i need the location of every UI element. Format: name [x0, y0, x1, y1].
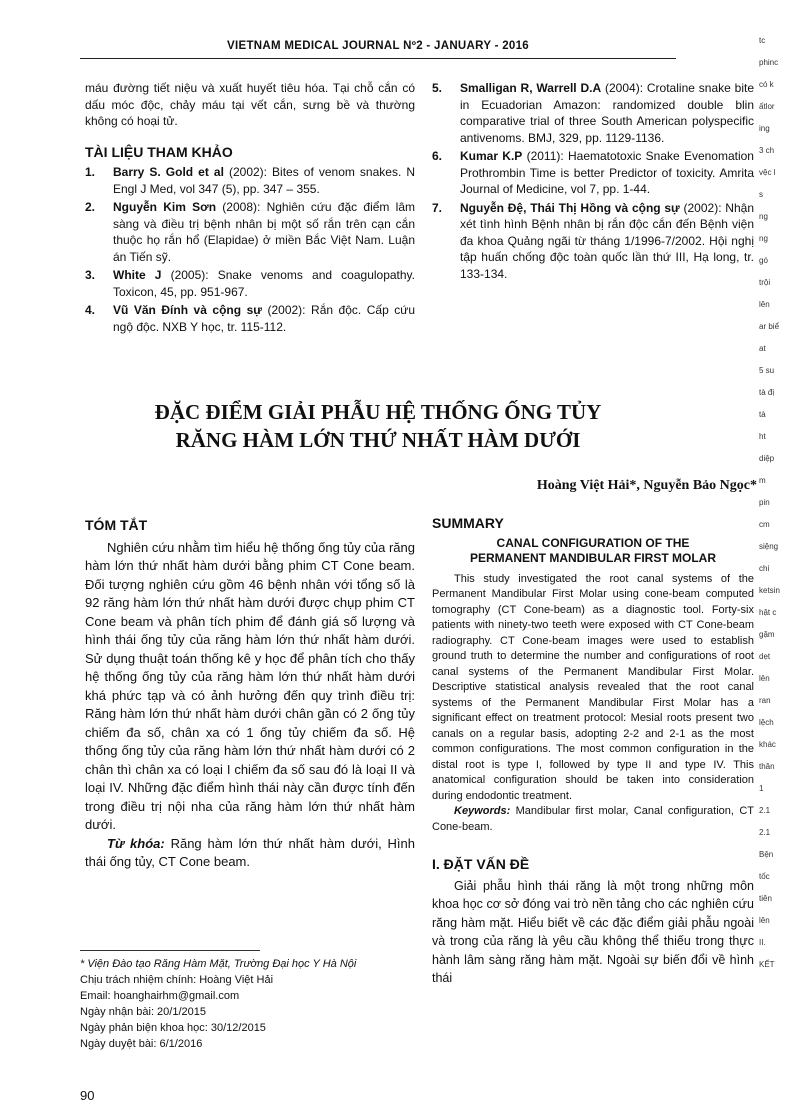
- reference-item: [85, 302, 415, 335]
- edge-fragment: hật c: [759, 608, 777, 617]
- edge-fragment: lên: [759, 916, 770, 925]
- footnote: [80, 956, 390, 1052]
- edge-fragment: m: [759, 476, 766, 485]
- edge-fragment: chi: [759, 564, 770, 573]
- edge-fragment: tc: [759, 36, 766, 45]
- reference-authors: Nguyễn Đệ, Thái Thị Hồng và cộng sự: [460, 200, 680, 215]
- edge-fragment: 2.1: [759, 806, 771, 815]
- summary-title: [432, 536, 754, 566]
- summary-body: This study investigated the root canal systems of the Permanent Mandibular First Molar using cone-beam computed tomography (CT Cone-beam) as a diagnostic tool. Forty-six patients with ninety-two teeth were exposed with CT Cone-beam radiography. CT Cone-beam images were used to establish ground truth to determine the number and configurations of root canal systems of the Permanent Mandibular First Molar. Descriptive statistical analysis revealed that the root canal systems of the Permanent Mandibular First Molar has a significant effect on treatment protocol: Mesial roots present two canals on a regular basis, adopting 2-2 and 2-1 as the most common configurations. The most common configuration in the distal root is type I, followed by type II and type IV. This anatomical configuration should be taken into consideration during endodontic treatment.: [432, 572, 754, 802]
- reference-text: (2008): Nghiên cứu đặc điểm lâm sàng và điều trị bệnh nhân bị một số rắn trên cạn cắn thuộc họ rắn hổ (Elapidae) ở miền Bắc Việt Nam. Luận án Tiến sỹ.: [113, 200, 415, 264]
- edge-fragment: dẹt: [759, 652, 771, 661]
- article-authors: Hoàng Việt Hải*, Nguyễn Bảo Ngọc*: [536, 478, 757, 493]
- intro-continuation: máu đường tiết niệu và xuất huyết tiêu hóa. Tại chỗ cắn có dấu móc độc, chảy máu tại vết cắn, sưng bề và thường không có hoại tử.: [85, 81, 415, 128]
- abstract-keywords: [85, 835, 415, 872]
- reference-item: [432, 200, 754, 283]
- reference-number: 3.: [85, 268, 96, 282]
- summary-title-line1: CANAL CONFIGURATION OF THE: [496, 535, 690, 550]
- reference-list-left: [85, 164, 415, 335]
- summary-keywords: [432, 804, 754, 835]
- keywords-label: Keywords:: [454, 805, 511, 817]
- reference-authors: Smalligan R, Warrell D.A: [460, 81, 602, 95]
- edge-fragment: siệng: [759, 542, 779, 551]
- intro-body: Giải phẫu hình thái răng là một trong những môn khoa học cơ sở đóng vai trò nền tảng cho các nghiên cứu răng hàm mặt. Hiểu biết về các đặc điểm giải phẫu ngoài và trong của răng là yêu cầu không thể thiếu trong thực hành lâm sàng răng hàm mặt. Ngoài sự biến đổi về hình thái: [432, 878, 754, 985]
- edge-fragment: ing: [759, 124, 770, 133]
- page-number: 90: [80, 1088, 95, 1103]
- edge-fragment: ng: [759, 212, 768, 221]
- edge-fragment: 1: [759, 784, 764, 793]
- keywords-text: Mandibular first molar, Canal configuration, CT Cone-beam.: [432, 805, 754, 833]
- edge-fragment: ar biể: [759, 322, 780, 331]
- reference-text: (2002): Rắn độc. Cấp cứu ngộ độc. NXB Y học, tr. 115-112.: [113, 303, 415, 334]
- edge-fragment: gặm: [759, 630, 775, 639]
- edge-fragment: 5 su: [759, 366, 775, 375]
- abstract-heading: TÓM TẮT: [85, 517, 148, 533]
- keywords-label: Từ khóa:: [107, 835, 165, 851]
- edge-fragment: 2.1: [759, 828, 771, 837]
- footnote-line: Email: hoanghairhm@gmail.com: [80, 990, 240, 1002]
- edge-fragment: cm: [759, 520, 770, 529]
- reference-item: [432, 80, 754, 146]
- reference-item: [432, 148, 754, 198]
- edge-fragment: Bện: [759, 850, 774, 859]
- reference-item: [85, 267, 415, 300]
- edge-fragment: gó: [759, 256, 768, 265]
- edge-fragment: phinc: [759, 58, 779, 67]
- edge-fragment: at: [759, 344, 766, 353]
- reference-number: 7.: [432, 200, 443, 215]
- edge-fragment: diệp: [759, 454, 775, 463]
- reference-number: 6.: [432, 149, 443, 163]
- edge-fragment: thân: [759, 762, 775, 771]
- reference-text: (2004): Crotaline snake bite in Ecuadorian Amazon: randomized double blin comparative trial of three South American polyspecific antivenoms. BMJ, 329, pp. 1129-1136.: [460, 81, 754, 145]
- left-top-column: [85, 80, 415, 337]
- reference-authors: Vũ Văn Đính và cộng sự: [113, 303, 262, 317]
- edge-fragment: pin: [759, 498, 770, 507]
- footnote-line: Chịu trách nhiệm chính: Hoàng Việt Hải: [80, 974, 274, 986]
- reference-number: 4.: [85, 303, 96, 317]
- adjacent-page-edge: [759, 30, 789, 1060]
- reference-list-right: [432, 80, 754, 282]
- summary-heading: SUMMARY: [432, 515, 504, 531]
- right-top-column: [432, 80, 754, 284]
- edge-fragment: tà: [759, 410, 766, 419]
- reference-authors: Kumar K.P: [460, 149, 523, 163]
- edge-fragment: II.: [759, 938, 766, 947]
- edge-fragment: ketsin: [759, 586, 780, 595]
- edge-fragment: tốc: [759, 872, 770, 881]
- edge-fragment: s: [759, 190, 763, 199]
- edge-fragment: trội: [759, 278, 771, 287]
- abstract-english: [432, 516, 754, 988]
- abstract-body: Nghiên cứu nhằm tìm hiểu hệ thống ống tủy của răng hàm lớn thứ nhất hàm dưới bằng phim CT Cone beam. Đối tượng nghiên cứu gồm 46 bệnh nhân với tổng số là 92 răng hàm lớn thứ nhất hàm dưới được chụp phim CT Cone beam và phân tích phim để đánh giá số lượng và hình thái ống tủy của răng hàm lớn thứ nhất hàm dưới. Sử dụng thuật toán thống kê y học để phân tích cho thấy hệ thống ống tủy của răng hàm lớn thứ nhất hàm dưới khá phức tạp và có ảnh hưởng đến quy trình điều trị: Răng hàm lớn thứ nhất hàm dưới chân gần có 2 ống tủy chiếm đa số, chân xa có 1 ống tủy chiếm đa số. Hệ thống ống tủy của răng hàm lớn thứ nhất hàm dưới có 2 chân thì chân xa có loại I chiếm đa số sau đó là loại II và loại IV. Những đặc điểm hình thái này cần được tính đến trong điều trị nội nha của răng hàm lớn thứ nhất hàm dưới.: [85, 539, 415, 832]
- abstract-vietnamese: [85, 516, 415, 872]
- reference-authors: Nguyễn Kim Sơn: [113, 200, 217, 214]
- edge-fragment: lên: [759, 674, 770, 683]
- reference-number: 5.: [432, 81, 443, 95]
- journal-header: VIETNAM MEDICAL JOURNAL Nº2 - JANUARY - 2016: [227, 40, 529, 52]
- edge-fragment: ng: [759, 234, 768, 243]
- footnote-affiliation: * Viện Đào tạo Răng Hàm Mặt, Trường Đại học Y Hà Nội: [80, 958, 357, 970]
- edge-fragment: vệc l: [759, 168, 776, 177]
- footnote-rule: [80, 950, 260, 951]
- reference-text: (2005): Snake venoms and coagulopathy. Toxicon, 45, pp. 951-967.: [113, 268, 416, 299]
- header-rule: [80, 58, 676, 59]
- reference-text: (2002): Bites of venom snakes. N Engl J Med, vol 347 (5), pp. 347 – 355.: [113, 165, 415, 196]
- edge-fragment: tà đị: [759, 388, 775, 397]
- reference-number: 2.: [85, 200, 96, 214]
- article-title-line1: ĐẶC ĐIỂM GIẢI PHẪU HỆ THỐNG ỐNG TỦY: [154, 400, 602, 424]
- edge-fragment: lên: [759, 300, 770, 309]
- footnote-line: Ngày phản biện khoa học: 30/12/2015: [80, 1022, 266, 1034]
- reference-text: (2002): Nhận xét tình hình Bệnh nhân bị rắn độc cắn đến Bệnh viện đa khoa Quảng ngãi từ tháng 1/1996-7/2002. Hội nghị tập huấn chống độc toàn quốc lần thứ III, Hạ long, tr. 133-134.: [460, 200, 754, 281]
- summary-title-line2: PERMANENT MANDIBULAR FIRST MOLAR: [470, 550, 716, 565]
- edge-fragment: 3 ch: [759, 146, 775, 155]
- edge-fragment: ấtlor: [759, 102, 775, 111]
- footnote-line: Ngày duyệt bài: 6/1/2016: [80, 1038, 203, 1050]
- edge-fragment: KẾT: [759, 960, 775, 969]
- reference-text: (2011): Haematotoxic Snake Evenomation Prothrombin Time is better Predictor of toxicity. Amrita Journal of Medicine, vol 7, pp. 1-44.: [460, 149, 754, 196]
- edge-fragment: ht: [759, 432, 766, 441]
- reference-item: [85, 164, 415, 197]
- edge-fragment: khác: [759, 740, 776, 749]
- edge-fragment: lệch: [759, 718, 774, 727]
- reference-authors: White J: [113, 268, 162, 282]
- article-title-line2: RĂNG HÀM LỚN THỨ NHẤT HÀM DƯỚI: [175, 428, 581, 452]
- edge-fragment: tiên: [759, 894, 772, 903]
- reference-authors: Barry S. Gold et al: [113, 165, 224, 179]
- footnote-line: Ngày nhận bài: 20/1/2015: [80, 1006, 206, 1018]
- reference-item: [85, 199, 415, 265]
- edge-fragment: có k: [759, 80, 774, 89]
- intro-heading: I. ĐẶT VẤN ĐỀ: [432, 856, 530, 872]
- article-title: [80, 398, 676, 454]
- edge-fragment: ran: [759, 696, 771, 705]
- references-heading: TÀI LIỆU THAM KHẢO: [85, 143, 233, 160]
- reference-number: 1.: [85, 165, 96, 179]
- keywords-text: Răng hàm lớn thứ nhất hàm dưới, Hình thái ống tủy, CT Cone beam.: [85, 835, 415, 869]
